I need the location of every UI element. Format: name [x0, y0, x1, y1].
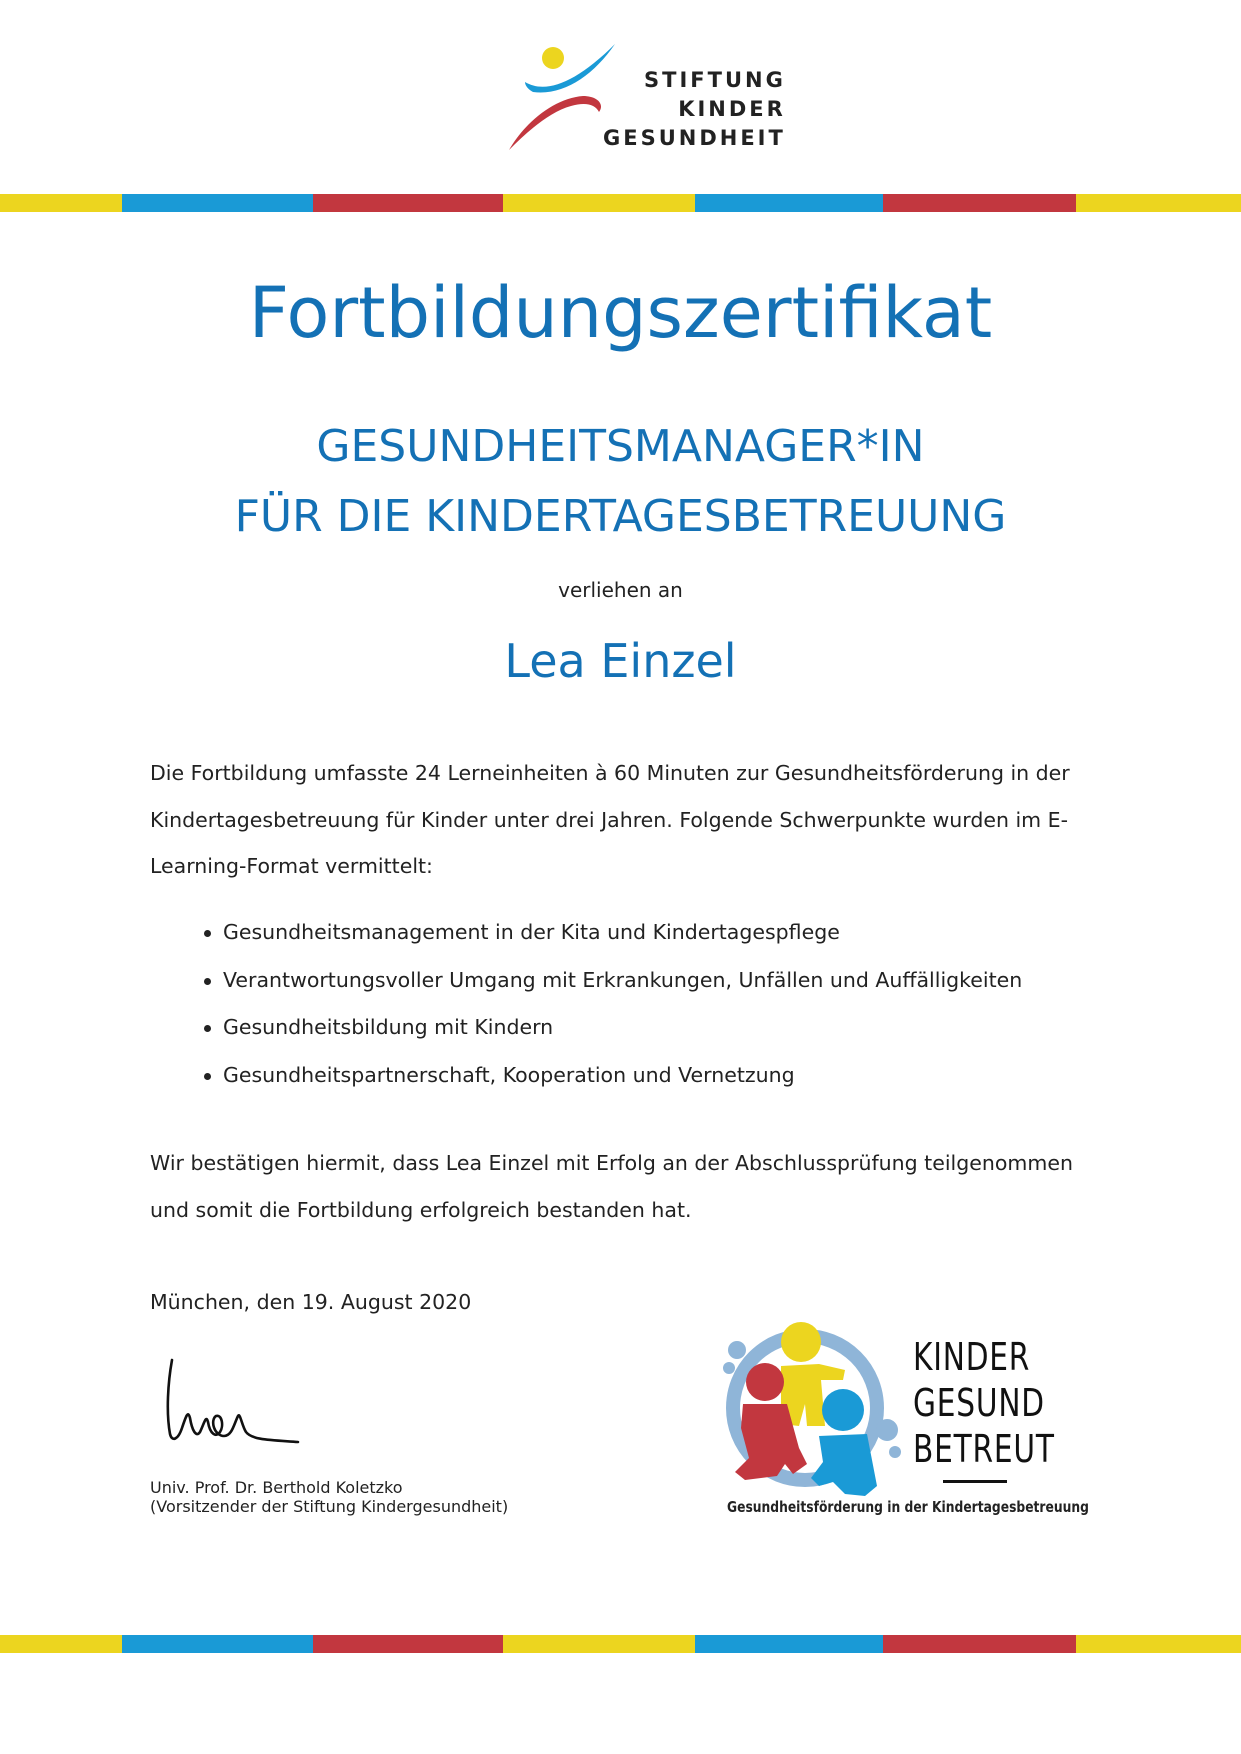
course-description: Die Fortbildung umfasste 24 Lerneinheiten à 60 Minuten zur Gesundheitsförderung in der Kindertagesbetreuung für Kinder unter drei Jahren. Folgende Schwerpunkte wurden im E-Learning-Format vermittelt:	[150, 761, 1070, 878]
recipient-name: Lea Einzel	[504, 634, 737, 688]
logo-line-kinder: KINDER	[678, 97, 786, 121]
place-date: München, den 19. August 2020	[150, 1290, 472, 1314]
signature-image	[160, 1352, 300, 1452]
list-item: Gesundheitsbildung mit Kindern	[200, 1004, 1022, 1052]
signer-role: (Vorsitzender der Stiftung Kindergesundheit)	[150, 1497, 509, 1516]
list-item: Verantwortungsvoller Umgang mit Erkrankungen, Unfällen und Auffälligkeiten	[200, 957, 1022, 1005]
logo-line-stiftung: STIFTUNG	[644, 68, 786, 92]
stiftung-logo-text	[603, 66, 786, 153]
program-logo-tagline: Gesundheitsförderung in der Kindertagesbetreuung	[727, 1498, 1089, 1516]
wordmark-line-betreut: BETREUT	[913, 1427, 1055, 1471]
awarded-to-label: verliehen an	[558, 578, 683, 602]
subtitle-line-1: GESUNDHEITSMANAGER*IN	[316, 421, 925, 472]
wordmark-line-gesund: GESUND	[913, 1381, 1045, 1425]
topics-list	[200, 909, 1022, 1099]
subtitle-line-2: FÜR DIE KINDERTAGESBETREUUNG	[234, 491, 1007, 542]
signer-block	[150, 1478, 508, 1516]
list-item: Gesundheitsmanagement in der Kita und Kindertagespflege	[200, 909, 1022, 957]
top-color-stripe	[0, 194, 1241, 212]
list-item: Gesundheitspartnerschaft, Kooperation und Vernetzung	[200, 1052, 1022, 1100]
bottom-color-stripe	[0, 1635, 1241, 1653]
wordmark-underline	[943, 1480, 1007, 1483]
confirmation-text: Wir bestätigen hiermit, dass Lea Einzel mit Erfolg an der Abschlussprüfung teilgenommen und somit die Fortbildung erfolgreich bestanden hat.	[150, 1151, 1073, 1222]
stiftung-logo	[505, 38, 786, 154]
stiftung-kindergesundheit-logo-icon	[505, 38, 615, 154]
logo-line-gesundheit: GESUNDHEIT	[603, 126, 786, 150]
kinder-gesund-betreut-wordmark	[913, 1334, 1055, 1472]
certificate-title: Fortbildungszertifikat	[248, 272, 993, 354]
wordmark-line-kinder: KINDER	[913, 1335, 1031, 1379]
children-silhouettes-logo-icon	[715, 1308, 915, 1508]
signer-name: Univ. Prof. Dr. Berthold Koletzko	[150, 1478, 403, 1497]
certificate-subtitle	[0, 412, 1241, 552]
